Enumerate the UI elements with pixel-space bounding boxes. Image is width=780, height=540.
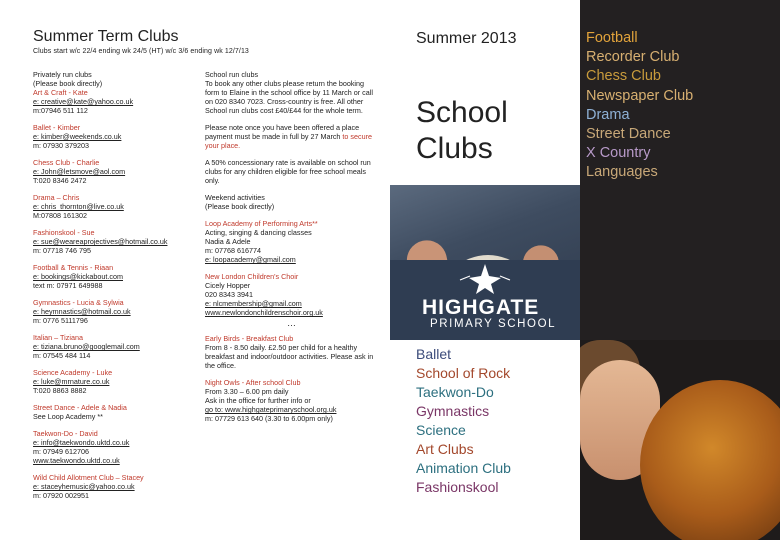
club-entry: Taekwon-Do - David — [33, 429, 98, 438]
club-phone: T:020 8863 8882 — [33, 386, 87, 395]
payment-deadline: to secure your place. — [205, 132, 372, 150]
clubs-list-mid — [416, 345, 511, 497]
club-phone: T:020 8346 2472 — [33, 176, 87, 185]
club-entry: Street Dance - Adele & Nadia — [33, 403, 127, 412]
club-phone: m: 07545 484 114 — [33, 351, 91, 360]
club-email[interactable]: e: info@taekwondo.uktd.co.uk — [33, 438, 130, 447]
club-contact — [33, 307, 193, 325]
loop-line: m: 07768 616774 — [205, 246, 261, 255]
middle-panel — [390, 0, 580, 540]
loop-academy-contact — [205, 228, 380, 264]
term-dates: Clubs start w/c 22/4 ending wk 24/5 (HT) w/c 3/6 ending wk 12/7/13 — [33, 48, 249, 55]
club-contact — [33, 202, 193, 220]
club-email[interactable]: e: staceyhemusic@yahoo.co.uk — [33, 482, 135, 491]
club-entry: Art & Craft - Kate — [33, 88, 88, 97]
club-entry: Ballet - Kimber — [33, 123, 81, 132]
list-item: Science — [416, 422, 466, 438]
club-entry: Football & Tennis - Riaan — [33, 263, 114, 272]
night-line: From 3.30 – 6.00 pm daily — [205, 387, 289, 396]
choir-website[interactable]: www.newlondonchildrenschoir.org.uk — [205, 308, 323, 317]
club-contact — [33, 377, 193, 395]
title-line: School — [416, 96, 508, 129]
loop-academy-title: Loop Academy of Performing Arts** — [205, 219, 318, 228]
club-phone: m: 07718 746 795 — [33, 246, 91, 255]
choir-email[interactable]: e: nlcmembership@gmail.com — [205, 299, 302, 308]
night-website[interactable]: go to: www.highgateprimaryschool.org.uk — [205, 405, 337, 414]
logo-subtitle: PRIMARY SCHOOL — [430, 318, 557, 330]
list-item: X Country — [586, 145, 651, 162]
payment-info — [205, 123, 380, 150]
choir-line: 020 8343 3941 — [205, 290, 253, 299]
club-phone: m:07946 511 112 — [33, 106, 88, 115]
club-phone: m: 07930 379203 — [33, 141, 89, 150]
night-line: Ask in the office for further info or — [205, 396, 311, 405]
school-clubs-heading: School run clubs — [205, 70, 259, 79]
list-item: Street Dance — [586, 126, 671, 143]
list-item: Chess Club — [586, 68, 661, 85]
choir-title: New London Children's Choir — [205, 272, 299, 281]
violin-body — [640, 380, 780, 540]
logo-emblem-icon — [390, 260, 580, 296]
choir-line: Cicely Hopper — [205, 281, 251, 290]
list-item: Fashionskool — [416, 479, 499, 495]
club-entry: Italian – Tiziana — [33, 333, 83, 342]
list-item: Gymnastics — [416, 403, 490, 419]
club-contact — [33, 482, 193, 500]
night-owls-title: Night Owls - After school Club — [205, 378, 301, 387]
club-note: See Loop Academy ** — [33, 412, 103, 421]
title-line: Clubs — [416, 132, 493, 165]
early-birds-title: Early Birds - Breakfast Club — [205, 334, 294, 343]
loop-email[interactable]: e: loopacademy@gmail.com — [205, 255, 296, 264]
club-email[interactable]: e: heymnastics@hotmail.co.uk — [33, 307, 131, 316]
club-contact — [33, 237, 193, 255]
club-email[interactable]: e: creative@kate@yahoo.co.uk — [33, 97, 134, 106]
club-email[interactable]: e: luke@mrnature.co.uk — [33, 377, 110, 386]
loop-line: Acting, singing & dancing classes — [205, 228, 312, 237]
club-entry: Fashionskool - Sue — [33, 228, 95, 237]
club-entry: Drama – Chris — [33, 193, 80, 202]
school-clubs-title — [416, 95, 508, 167]
list-item: School of Rock — [416, 365, 511, 381]
club-contact — [33, 412, 193, 421]
concession-info: A 50% concessionary rate is available on school run clubs for any children eligible for free school meals only. — [205, 158, 371, 185]
list-item: Newspaper Club — [586, 87, 694, 104]
club-phone: M:07808 161302 — [33, 211, 87, 220]
club-phone: m: 0776 5111796 — [33, 316, 88, 325]
club-contact — [33, 167, 193, 185]
private-clubs-heading: Privately run clubs — [33, 70, 92, 79]
violin-photo — [580, 340, 780, 540]
separator-dots: … — [287, 318, 298, 328]
club-contact — [33, 132, 193, 150]
club-email[interactable]: e: John@letsmove@aol.com — [33, 167, 126, 176]
club-contact — [33, 97, 193, 115]
private-clubs-column — [33, 70, 193, 508]
club-phone: m: 07920 002951 — [33, 491, 89, 500]
club-contact — [33, 342, 193, 360]
night-line: m: 07729 613 640 (3.30 to 6.00pm only) — [205, 414, 333, 423]
payment-note: Please note once you have been offered a place payment must be made in full by 27 March — [205, 123, 360, 141]
club-contact — [33, 272, 193, 290]
club-phone: text m: 07971 649988 — [33, 281, 103, 290]
logo-name: HIGHGATE — [422, 296, 540, 319]
list-item: Drama — [586, 106, 630, 123]
club-phone: m: 07949 612706 — [33, 447, 89, 456]
night-owls-info — [205, 387, 380, 423]
season-label: Summer 2013 — [416, 30, 517, 47]
list-item: Animation Club — [416, 460, 511, 476]
booking-info: To book any other clubs please return the booking form to Elaine in the school office by 11 March or call on 020 8340 7023. Cross-country is free. All other School run clubs cost £40/£44 for the whole term. — [205, 79, 373, 115]
school-logo — [390, 260, 580, 340]
list-item: Recorder Club — [586, 49, 680, 66]
weekend-note: (Please book directly) — [205, 202, 275, 211]
club-entry: Science Academy - Luke — [33, 368, 113, 377]
club-email[interactable]: e: sue@weareaprojectives@hotmail.co.uk — [33, 237, 168, 246]
club-entry: Gymnastics - Lucia & Sylwia — [33, 298, 124, 307]
club-entry: Chess Club - Charlie — [33, 158, 100, 167]
private-clubs-note: (Please book directly) — [33, 79, 103, 88]
choir-contact — [205, 281, 380, 317]
school-clubs-column — [205, 70, 380, 431]
club-email[interactable]: e: bookings@kickabout.com — [33, 272, 123, 281]
club-entry: Wild Child Allotment Club – Stacey — [33, 473, 144, 482]
club-email[interactable]: e: tiziana.bruno@googlemail.com — [33, 342, 140, 351]
loop-line: Nadia & Adele — [205, 237, 251, 246]
clubs-list-right — [586, 29, 693, 183]
club-email[interactable]: e: kimber@weekends.co.uk — [33, 132, 122, 141]
club-contact — [33, 438, 193, 465]
list-item: Taekwon-Do — [416, 384, 494, 400]
list-item: Football — [586, 30, 638, 46]
weekend-heading: Weekend activities — [205, 193, 265, 202]
list-item: Ballet — [416, 346, 452, 362]
early-birds-text: From 8 - 8.50 daily. £2.50 per child for a healthy breakfast and indoor/outdoor activities. Please ask in the office. — [205, 343, 374, 370]
list-item: Art Clubs — [416, 441, 474, 457]
club-email[interactable]: e: chris_thornton@live.co.uk — [33, 202, 124, 211]
page-title: Summer Term Clubs — [33, 28, 179, 45]
club-website[interactable]: www.taekwondo.uktd.co.uk — [33, 456, 120, 465]
list-item: Languages — [586, 164, 658, 181]
right-panel — [580, 0, 780, 540]
